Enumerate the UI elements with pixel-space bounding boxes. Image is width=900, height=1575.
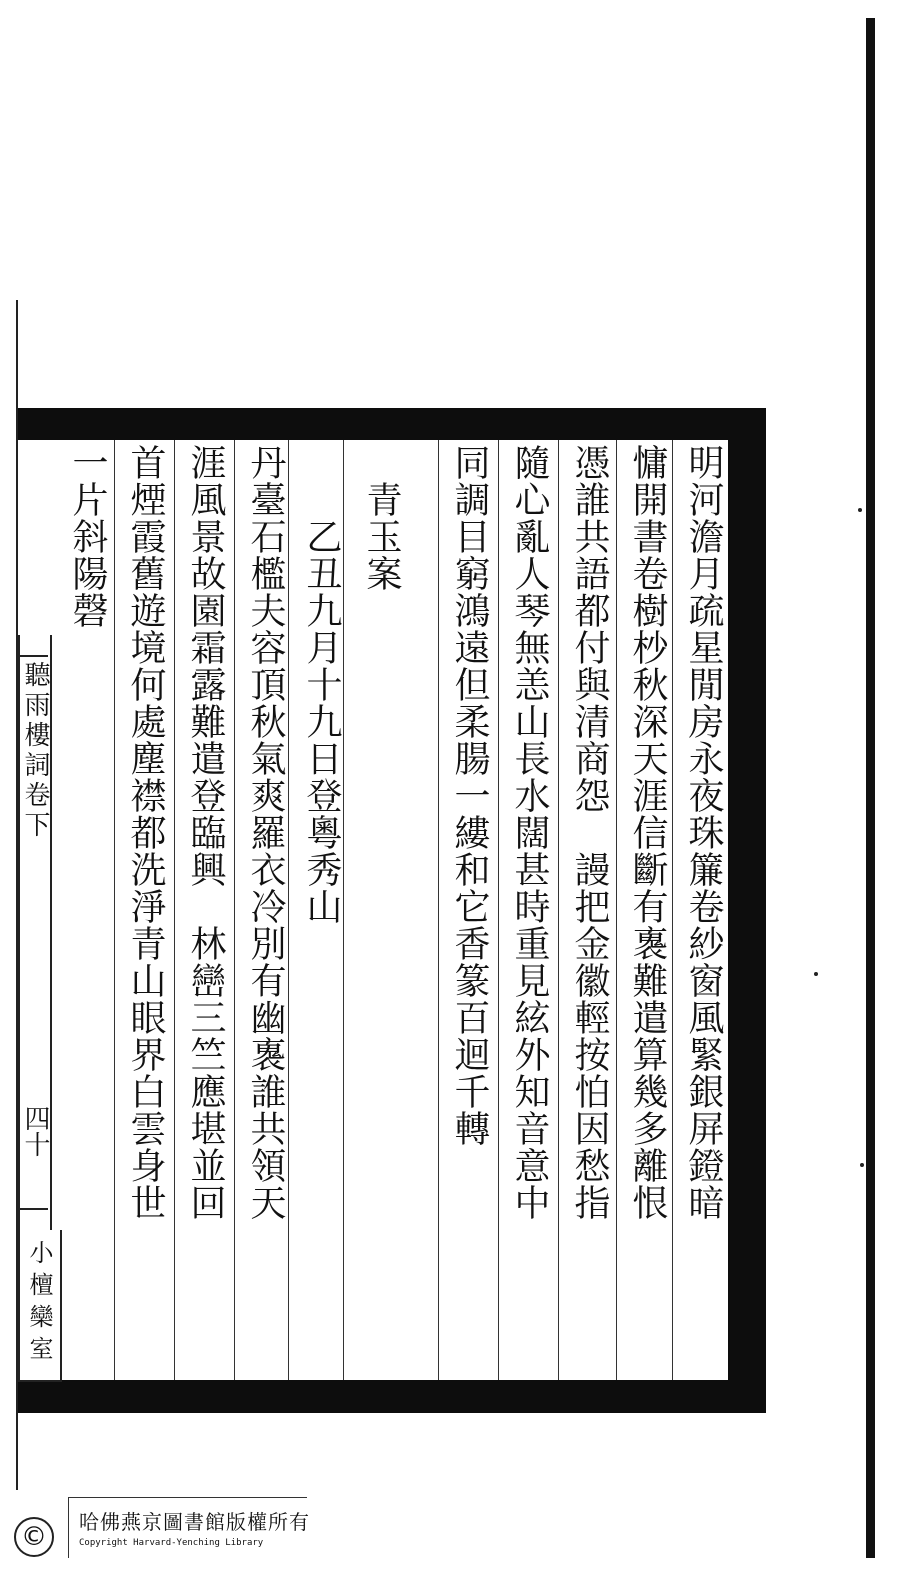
text-panel (18, 440, 728, 1380)
copyright-english: Copyright Harvard-Yenching Library (79, 1538, 264, 1548)
text-column-12: 一片斜陽磬 (67, 444, 108, 629)
column-rule (343, 440, 344, 1380)
fish-tail-mark-bottom (20, 1208, 48, 1230)
column-rule (174, 440, 175, 1380)
column-rule (672, 440, 673, 1380)
center-spine (18, 635, 52, 1230)
text-column-4: 隨心亂人琴無恙山長水闊甚時重見絃外知音意中 (509, 444, 550, 1221)
text-column-1: 明河澹月疏星閒房永夜珠簾卷紗窗風緊銀屏鐙暗 (683, 444, 724, 1221)
studio-name: 小檀欒室 (25, 1240, 53, 1368)
studio-cartouche (18, 1230, 62, 1382)
column-rule (558, 440, 559, 1380)
column-rule (234, 440, 235, 1380)
column-rule (438, 440, 439, 1380)
column-rule (288, 440, 289, 1380)
poem-title: 青玉案 (361, 444, 402, 592)
column-rule (616, 440, 617, 1380)
column-rule (498, 440, 499, 1380)
copyright-box (68, 1497, 310, 1558)
speck (814, 972, 818, 976)
fish-tail-mark (20, 635, 48, 657)
speck (860, 1163, 864, 1167)
poem-subtitle: 乙丑九月十九日登粵秀山 (301, 444, 342, 925)
copyright-chinese: 哈佛燕京圖書館版權所有 (79, 1510, 310, 1534)
text-column-2: 慵開書卷樹杪秋深天涯信斷有褢難遣算幾多離恨 (627, 444, 668, 1221)
text-column-9: 丹臺石檻夫容頂秋氣爽羅衣冷別有幽褢誰共領天 (245, 444, 286, 1221)
spine-title: 聽雨樓詞卷下 (20, 661, 50, 841)
woodblock-frame (18, 408, 766, 1413)
text-column-10: 涯風景故園霜露難遣登臨興 林巒三竺應堪並回 (185, 444, 226, 1221)
copyright-icon: © (14, 1517, 54, 1557)
column-rule (114, 440, 115, 1380)
speck (858, 508, 862, 512)
copyright-stamp (10, 1497, 308, 1559)
text-column-11: 首煙霞舊遊境何處塵襟都洗淨青山眼界白雲身世 (125, 444, 166, 1221)
text-column-5: 同調目窮鴻遠但柔腸一縷和它香篆百迴千轉 (449, 444, 490, 1147)
page-edge-bar (866, 18, 875, 1558)
text-column-3: 憑誰共語都付與清商怨 謾把金徽輕按怕因愁指 (569, 444, 610, 1221)
page-number: 四十 (20, 1105, 50, 1157)
